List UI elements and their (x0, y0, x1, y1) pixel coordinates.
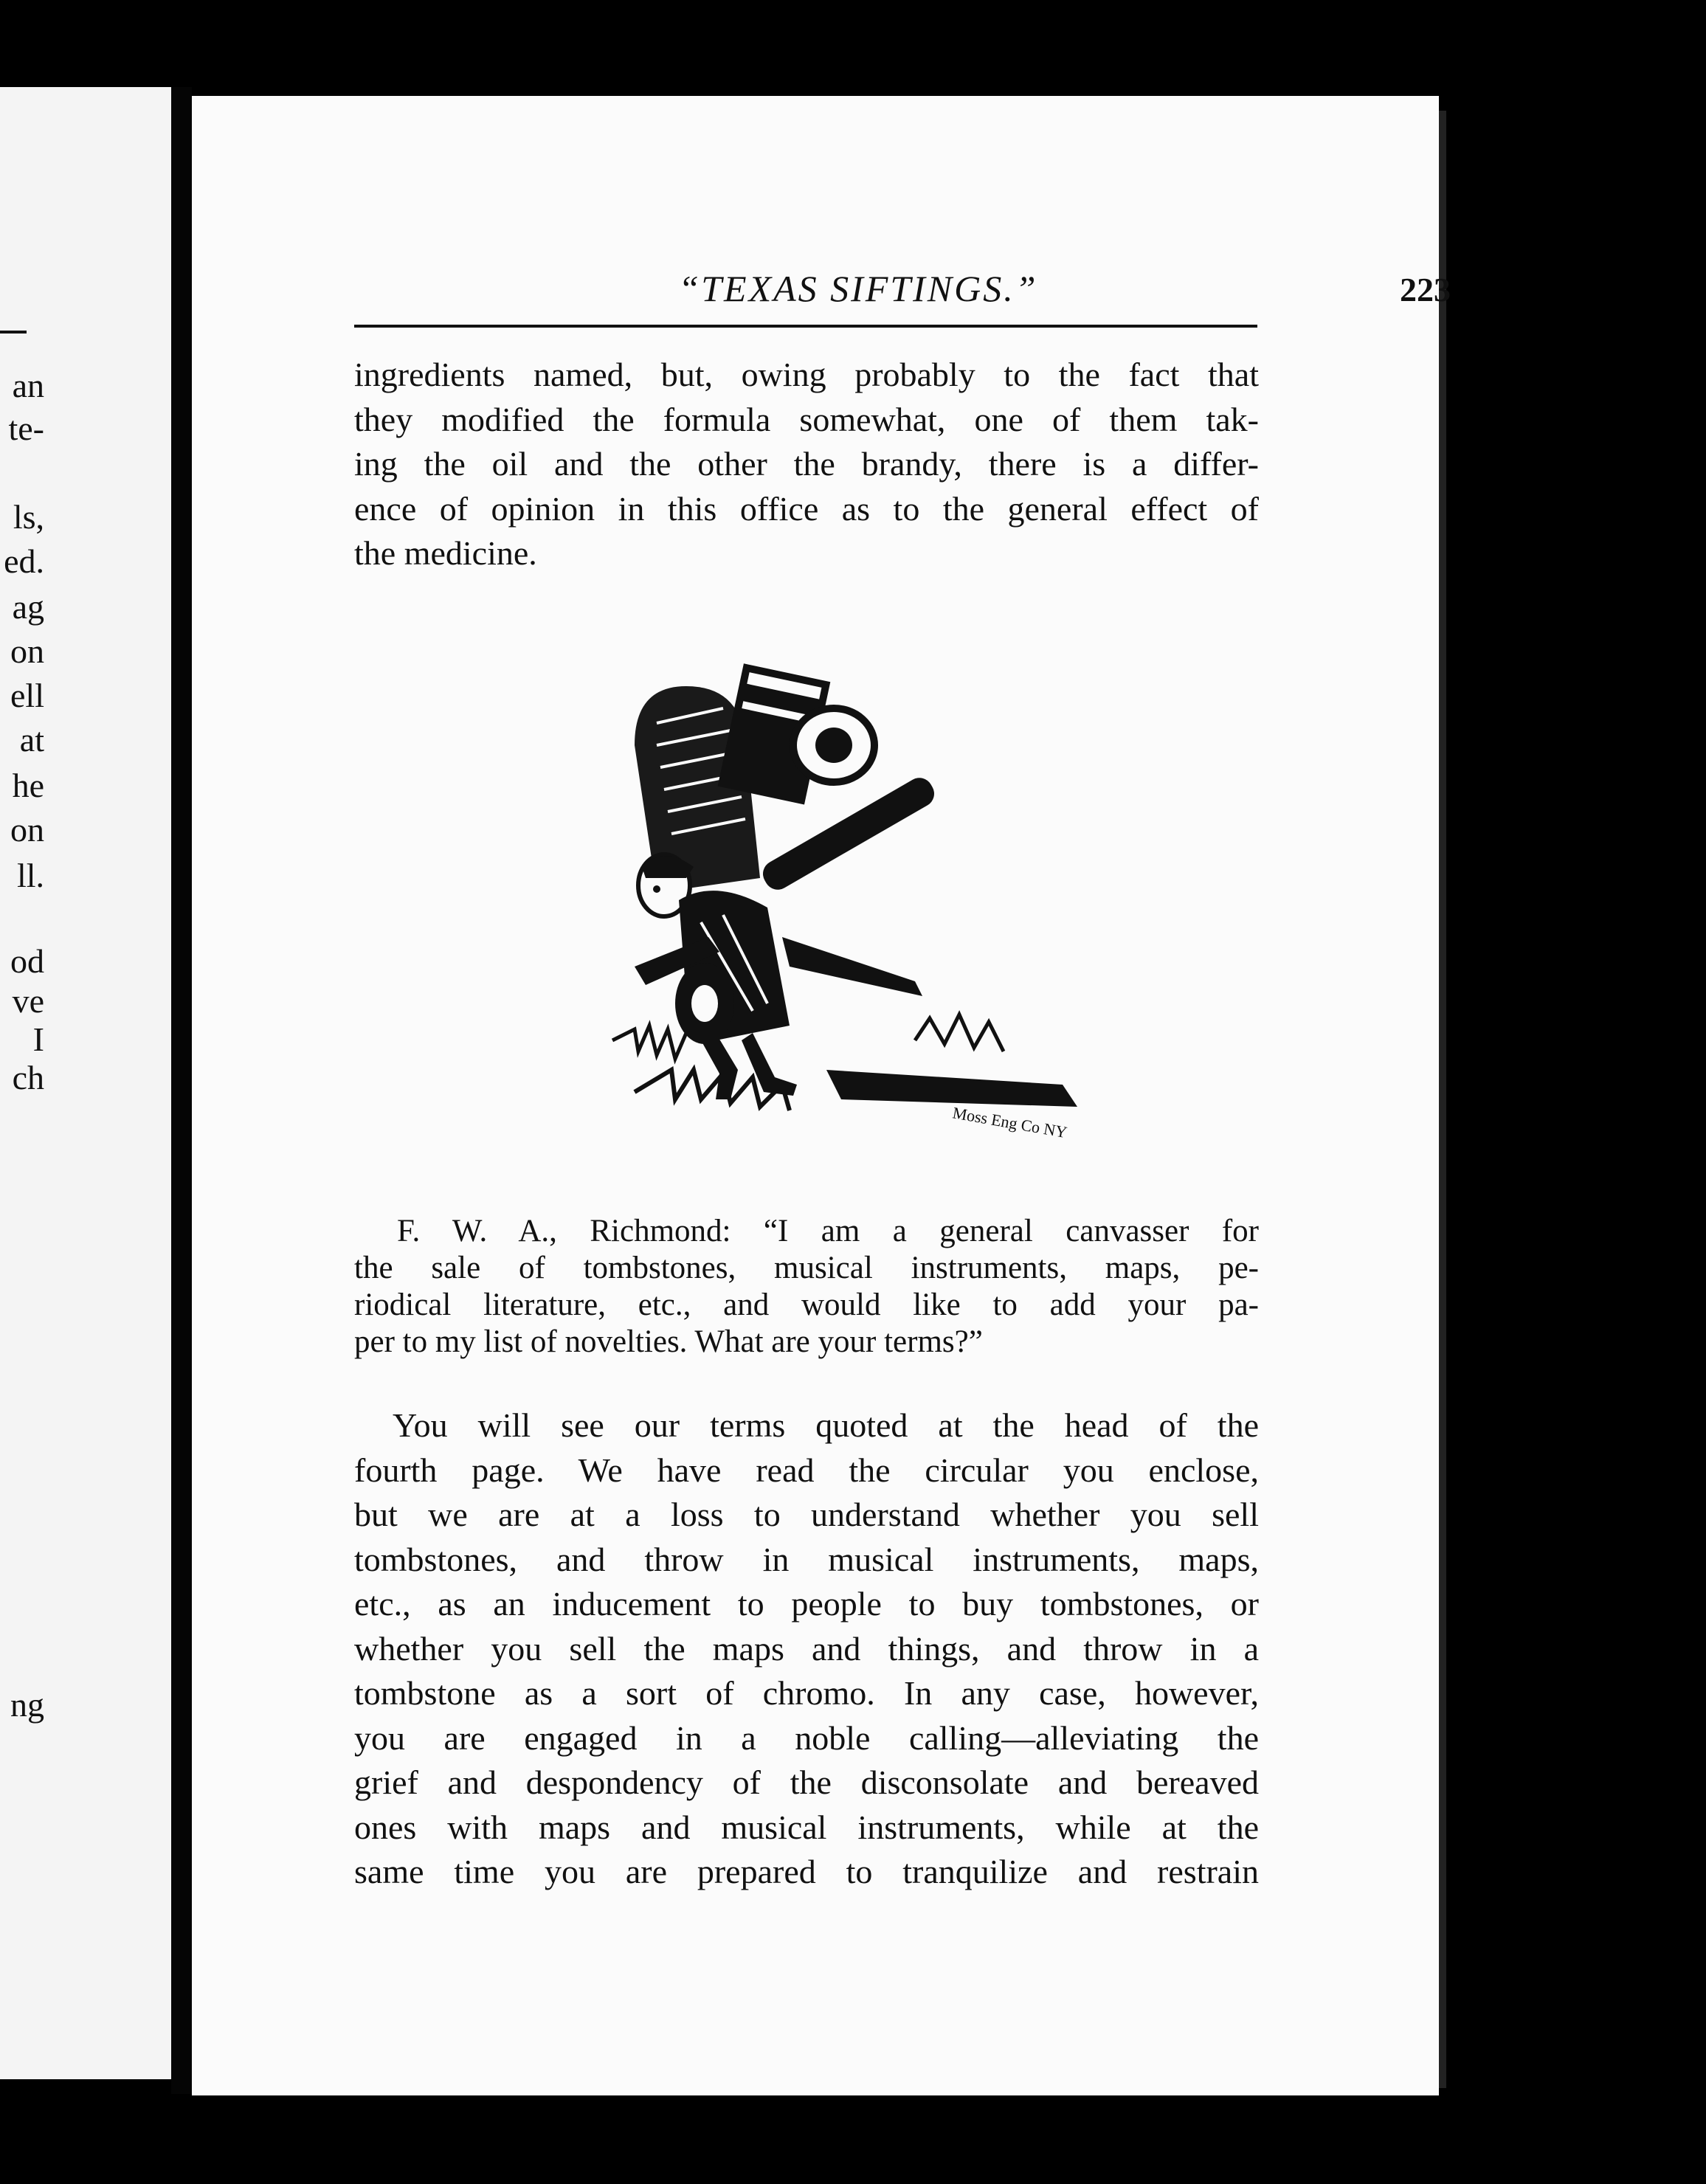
book-page (192, 96, 1451, 2095)
left-fragment: od (10, 942, 44, 980)
text-line: grief and despondency of the disconsolate and bereaved (354, 1763, 1259, 1801)
left-fragment: an (12, 367, 44, 404)
left-fragment: ve (12, 982, 44, 1020)
left-fragment: ag (12, 588, 44, 626)
left-fragment: ls, (13, 498, 44, 536)
left-fragment: te- (8, 410, 44, 447)
page-header (354, 267, 1451, 319)
left-page-rule (0, 331, 27, 334)
text-line: tombstones, and throw in musical instruments, maps, (354, 1540, 1259, 1578)
text-line: tombstone as a sort of chromo. In any case, however, (354, 1674, 1259, 1712)
text-line: per to my list of novelties. What are your terms?” (354, 1324, 983, 1359)
header-rule (354, 325, 1257, 328)
text-line: F. W. A., Richmond: “I am a general canvasser for (397, 1214, 1259, 1248)
left-page-fragment (0, 87, 171, 2079)
text-line: you are engaged in a noble calling—alleviating the (354, 1718, 1259, 1757)
text-line: fourth page. We have read the circular you enclose, (354, 1451, 1259, 1489)
left-fragment: he (12, 767, 44, 804)
text-line: whether you sell the maps and things, and throw in a (354, 1629, 1259, 1668)
book-gutter (171, 87, 192, 2094)
text-line: ones with maps and musical instruments, while at the (354, 1808, 1259, 1846)
page-edge (1439, 111, 1446, 2088)
text-line: ingredients named, but, owing probably to the fact that (354, 356, 1259, 393)
left-fragment: on (10, 811, 44, 849)
text-line: the medicine. (354, 534, 537, 572)
text-line: etc., as an inducement to people to buy tombstones, or (354, 1585, 1259, 1623)
paragraph-continuation (354, 353, 1259, 576)
left-fragment: at (19, 721, 44, 758)
canvasser-illustration (605, 657, 1136, 1144)
running-title: “TEXAS SIFTINGS.” (678, 268, 1038, 309)
text-line: the sale of tombstones, musical instruments, maps, pe- (354, 1251, 1259, 1285)
text-line: ence of opinion in this office as to the general effect of (354, 489, 1259, 528)
editor-response (354, 1403, 1259, 1895)
left-fragment: ng (10, 1686, 44, 1724)
text-line: ing the oil and the other the brandy, there is a differ- (354, 445, 1259, 483)
text-line: You will see our terms quoted at the head of the (393, 1406, 1259, 1444)
left-fragment: on (10, 632, 44, 670)
left-fragment: I (32, 1020, 44, 1058)
left-fragment: ell (10, 677, 44, 714)
text-line: they modified the formula somewhat, one of them tak- (354, 400, 1259, 438)
left-fragment: ll. (16, 857, 44, 894)
page-number: 223 (1400, 271, 1451, 308)
reader-letter (354, 1213, 1259, 1361)
left-fragment: ch (12, 1059, 44, 1096)
text-line: riodical literature, etc., and would like to add your pa- (354, 1288, 1259, 1322)
illustration-signature: Moss Eng Co NY (951, 1103, 1069, 1142)
text-line: same time you are prepared to tranquilize and restrain (354, 1853, 1259, 1890)
text-line: but we are at a loss to understand whether you sell (354, 1496, 1259, 1533)
left-fragment: ed. (4, 542, 44, 580)
